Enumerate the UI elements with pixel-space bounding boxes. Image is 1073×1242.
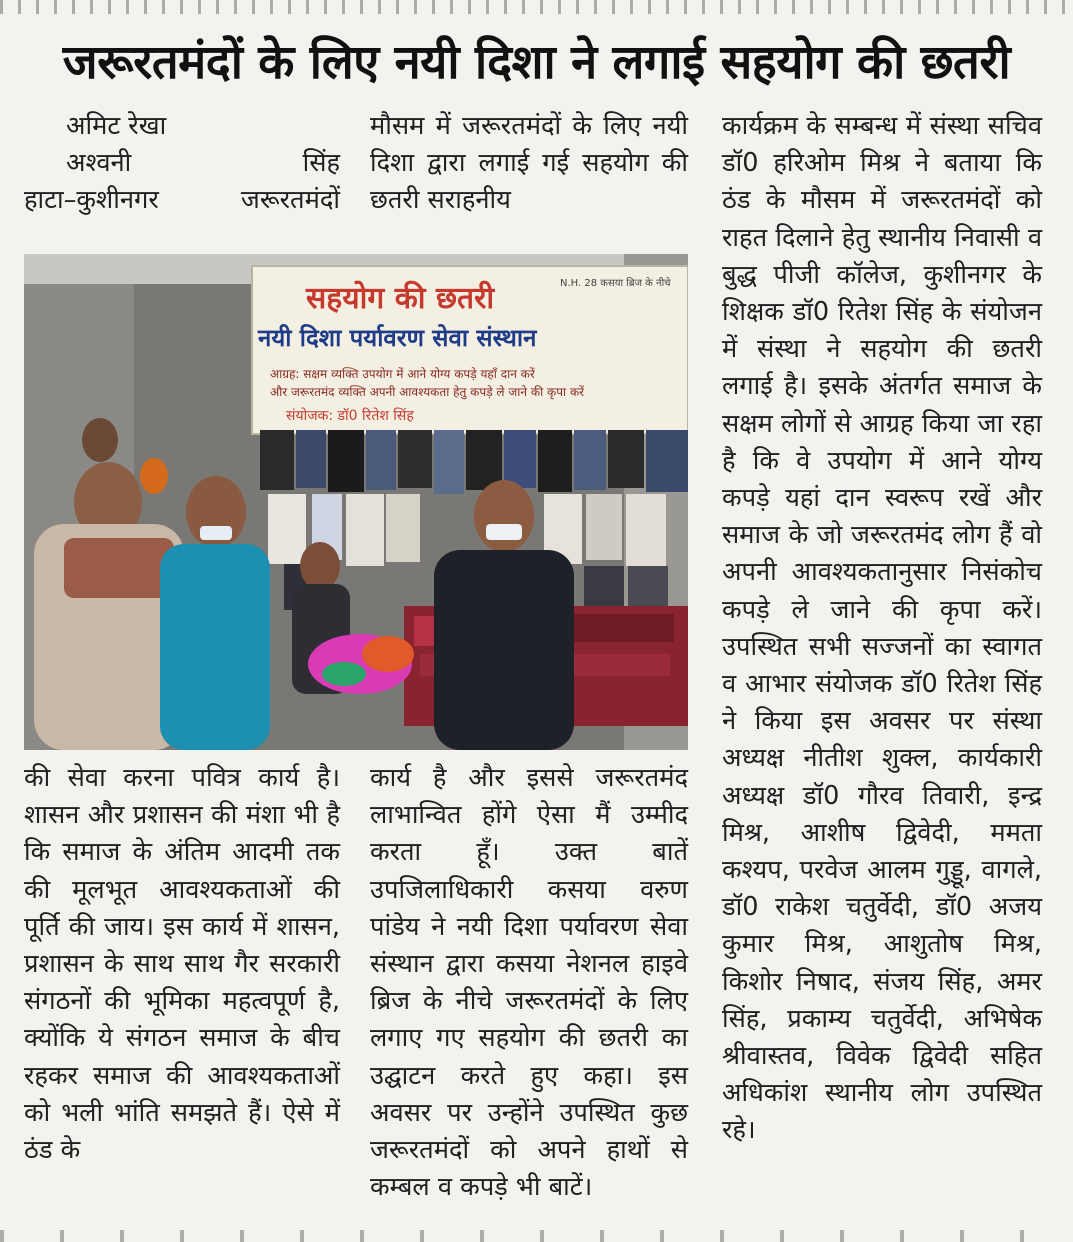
column-2-bottom: [370, 760, 688, 1206]
column-3-text: कार्यक्रम के सम्बन्ध में संस्था सचिव डॉ0 हरिओम मिश्र ने बताया कि ठंड के मौसम में जरूरतमंदों को राहत दिलाने हेतु स्थानीय निवासी व बुद्ध पीजी कॉलेज, कुशीनगर के शिक्षक डॉ0 रितेश सिंह के संयोजन में संस्था ने सहयोग की छतरी लगाई है। इसके अंतर्गत समाज के सक्षम लोगों से आग्रह किया जा रहा है कि वे उपयोग में आने योग्य कपड़े यहां दान स्वरूप रखें और समाज के जो जरूरतमंद लोग हैं वो अपनी आवश्यकतानुसार निसंकोच कपड़े ले जाने की कृपा करें। उपस्थित सभी सज्जनों का स्वागत व आभार संयोजक डॉ0 रितेश सिंह ने किया इस अवसर पर संस्था अध्यक्ष नीतीश शुक्ल, कार्यकारी अध्यक्ष डॉ0 गौरव तिवारी, इन्द्र मिश्र, आशीष द्विवेदी, ममता कश्यप, परवेज आलम गुड्डू, वागले, डॉ0 राकेश चतुर्वेदी, डॉ0 अजय कुमार मिश्र, आशुतोष मिश्र, किशोर निषाद, संजय सिंह, अमर सिंह, प्रकाम्य चतुर्वेदी, अभिषेक श्रीवास्तव, विवेक द्विवेदी सहित अधिकांश स्थानीय लोग उपस्थित रहे।: [722, 111, 1042, 1146]
column-3: [722, 108, 1042, 1150]
banner-note: N.H. 28 कसया ब्रिज के नीचे: [560, 278, 671, 289]
bottom-page-border: [0, 1230, 1073, 1242]
dateline: हाटा–कुशीनगर जरूरतमंदों: [24, 185, 340, 216]
banner-appeal-2: और जरूरतमंद व्यक्ति अपनी आवश्यकता हेतु कपड़े ले जाने की कृपा करें: [270, 385, 585, 399]
byline-author-2: [24, 145, 340, 182]
banner-org: नयी दिशा पर्यावरण सेवा संस्थान: [258, 324, 537, 352]
banner-appeal-1: आग्रह: सक्षम व्यक्ति उपयोग में आने योग्य कपड़े यहाँ दान करें: [270, 367, 535, 381]
column-1-bottom-text: की सेवा करना पवित्र कार्य है। शासन और प्रशासन की मंशा भी है कि समाज के अंतिम आदमी तक की मूलभूत आवश्यकताओं की पूर्ति की जाय। इस कार्य में शासन, प्रशासन के साथ साथ गैर सरकारी संगठनों की भूमिका महत्वपूर्ण है, क्योंकि ये संगठन समाज के बीच रहकर समाज की आवश्यकताओं को भली भांति समझते हैं। ऐसे में ठंड के: [24, 763, 340, 1166]
column-2-bottom-text: कार्य है और इससे जरूरतमंद लाभान्वित होंगे ऐसा मैं उम्मीद करता हूँ। उक्त बातें उपजिलाधिकारी कसया वरुण पांडेय ने नयी दिशा पर्यावरण सेवा संस्थान द्वारा कसया नेशनल हाइवे ब्रिज के नीचे जरूरतमंदों के लिए लगाए गए सहयोग की छतरी का उद्घाटन करते हुए कहा। इस अवसर पर उन्होंने उपस्थित कुछ जरूरतमंदों को अपने हाथों से कम्बल व कपड़े भी बाटें।: [370, 763, 688, 1203]
byline-block: [24, 108, 340, 220]
top-page-border: [0, 0, 1073, 14]
column-1-bottom: [24, 760, 340, 1169]
headline: जरूरतमंदों के लिए नयी दिशा ने लगाई सहयोग की छतरी: [62, 35, 1011, 90]
byline-author-2-first: अश्वनी: [66, 148, 132, 179]
banner-sign: संयोजक: डॉ0 रितेश सिंह: [286, 408, 414, 424]
news-photo: [24, 254, 688, 750]
byline-author-1: अमिट रेखा: [66, 111, 167, 141]
background-person: [82, 418, 118, 462]
banner-title: सहयोग की छतरी: [306, 281, 495, 316]
byline-author-2-last: सिंह: [302, 148, 340, 179]
column-2-top: [370, 108, 688, 220]
column-2-top-text: मौसम में जरूरतमंदों के लिए नयी दिशा द्वारा लगाई गई सहयोग की छतरी सराहनीय: [370, 111, 688, 216]
